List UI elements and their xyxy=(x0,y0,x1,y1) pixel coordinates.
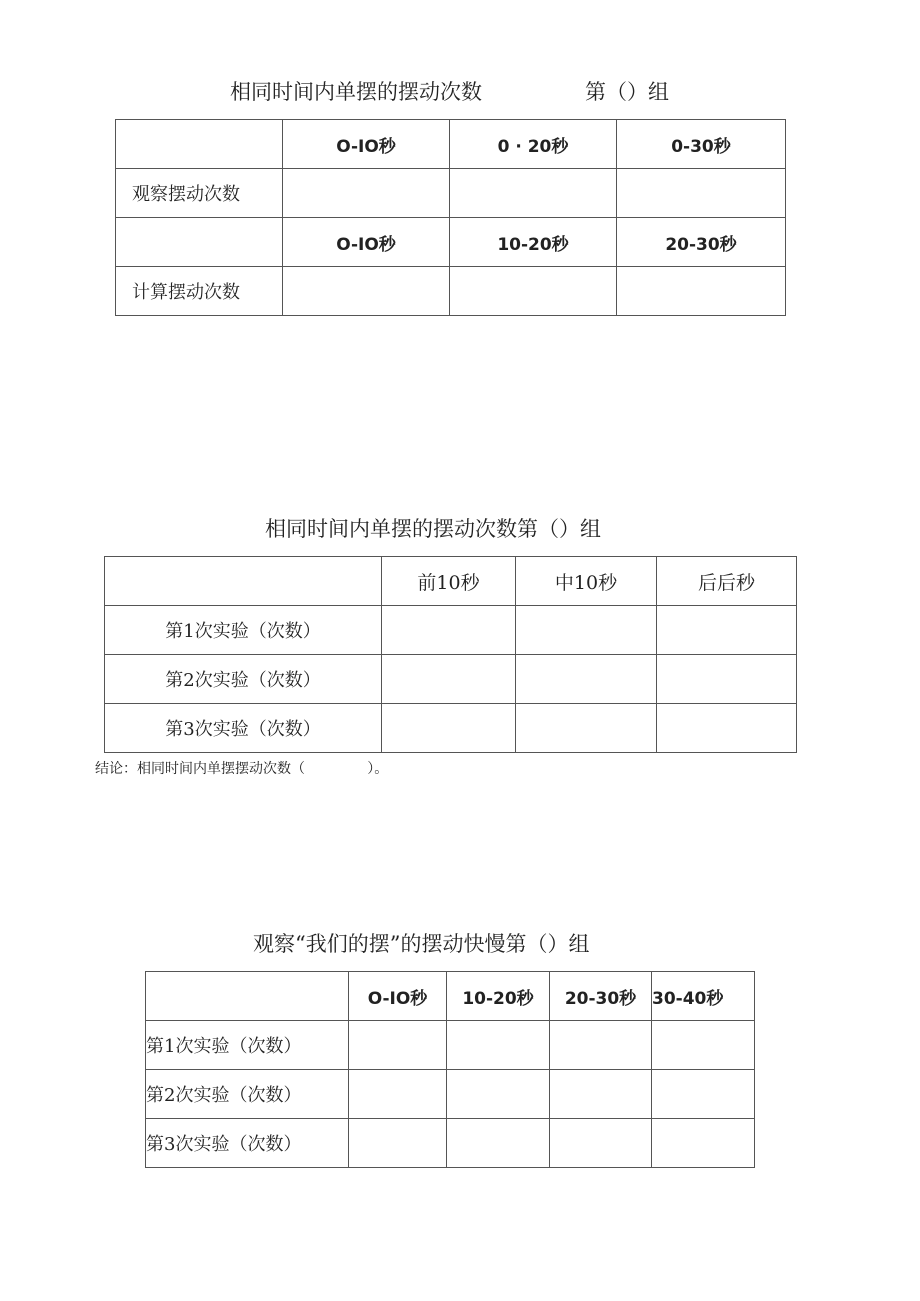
header-cell: O-IO秒 xyxy=(283,218,450,267)
input-cell[interactable] xyxy=(516,655,657,704)
input-cell[interactable] xyxy=(550,1119,652,1168)
table-row xyxy=(146,1119,755,1168)
empty-cell xyxy=(105,557,382,606)
conclusion-text: 结论：相同时间内单摆摆动次数（ ）。 xyxy=(95,761,389,777)
empty-cell xyxy=(116,120,283,169)
table-row xyxy=(105,606,797,655)
input-cell[interactable] xyxy=(617,169,786,218)
header-cell: 10-20秒 xyxy=(450,218,617,267)
table-row xyxy=(146,972,755,1021)
input-cell[interactable] xyxy=(382,704,516,753)
header-cell: 0 · 20秒 xyxy=(450,120,617,169)
input-cell[interactable] xyxy=(617,267,786,316)
empty-cell xyxy=(146,972,349,1021)
header-cell: 30-40秒 xyxy=(652,972,755,1021)
input-cell[interactable] xyxy=(349,1119,447,1168)
table1-title: 相同时间内单摆的摆动次数 xyxy=(230,80,482,104)
row-label: 观察摆动次数 xyxy=(116,169,283,218)
row-label: 第3次实验（次数） xyxy=(105,704,382,753)
header-cell: 后后秒 xyxy=(657,557,797,606)
input-cell[interactable] xyxy=(382,655,516,704)
row-label: 第1次实验（次数） xyxy=(146,1021,349,1070)
table-our-pendulum xyxy=(145,971,755,1168)
table-row xyxy=(105,557,797,606)
row-label: 第1次实验（次数） xyxy=(105,606,382,655)
table1-group-label: 第（）组 xyxy=(585,80,669,104)
row-label: 第2次实验（次数） xyxy=(105,655,382,704)
input-cell[interactable] xyxy=(657,606,797,655)
header-cell: 20-30秒 xyxy=(617,218,786,267)
empty-cell xyxy=(116,218,283,267)
row-label: 第3次实验（次数） xyxy=(146,1119,349,1168)
input-cell[interactable] xyxy=(349,1070,447,1119)
input-cell[interactable] xyxy=(657,655,797,704)
table-row xyxy=(146,1021,755,1070)
row-label: 第2次实验（次数） xyxy=(146,1070,349,1119)
header-cell: 20-30秒 xyxy=(550,972,652,1021)
table-row xyxy=(116,267,786,316)
table3-title: 观察“我们的摆”的摆动快慢第（）组 xyxy=(253,932,590,956)
header-cell: 中10秒 xyxy=(516,557,657,606)
input-cell[interactable] xyxy=(283,169,450,218)
table2-title: 相同时间内单摆的摆动次数第（）组 xyxy=(265,517,601,541)
table-row xyxy=(116,120,786,169)
input-cell[interactable] xyxy=(447,1021,550,1070)
table-observe-count xyxy=(115,119,786,316)
header-cell: O-IO秒 xyxy=(283,120,450,169)
row-label: 计算摆动次数 xyxy=(116,267,283,316)
input-cell[interactable] xyxy=(450,267,617,316)
header-cell: 前10秒 xyxy=(382,557,516,606)
header-cell: 0-30秒 xyxy=(617,120,786,169)
input-cell[interactable] xyxy=(550,1070,652,1119)
input-cell[interactable] xyxy=(652,1119,755,1168)
input-cell[interactable] xyxy=(382,606,516,655)
table-row xyxy=(105,704,797,753)
table-row xyxy=(116,169,786,218)
table-row xyxy=(146,1070,755,1119)
input-cell[interactable] xyxy=(450,169,617,218)
input-cell[interactable] xyxy=(516,606,657,655)
input-cell[interactable] xyxy=(349,1021,447,1070)
input-cell[interactable] xyxy=(283,267,450,316)
input-cell[interactable] xyxy=(652,1021,755,1070)
header-cell: O-IO秒 xyxy=(349,972,447,1021)
input-cell[interactable] xyxy=(550,1021,652,1070)
input-cell[interactable] xyxy=(516,704,657,753)
header-cell: 10-20秒 xyxy=(447,972,550,1021)
table-swing-count xyxy=(104,556,797,753)
input-cell[interactable] xyxy=(657,704,797,753)
input-cell[interactable] xyxy=(652,1070,755,1119)
table-row xyxy=(116,218,786,267)
input-cell[interactable] xyxy=(447,1070,550,1119)
input-cell[interactable] xyxy=(447,1119,550,1168)
table-row xyxy=(105,655,797,704)
